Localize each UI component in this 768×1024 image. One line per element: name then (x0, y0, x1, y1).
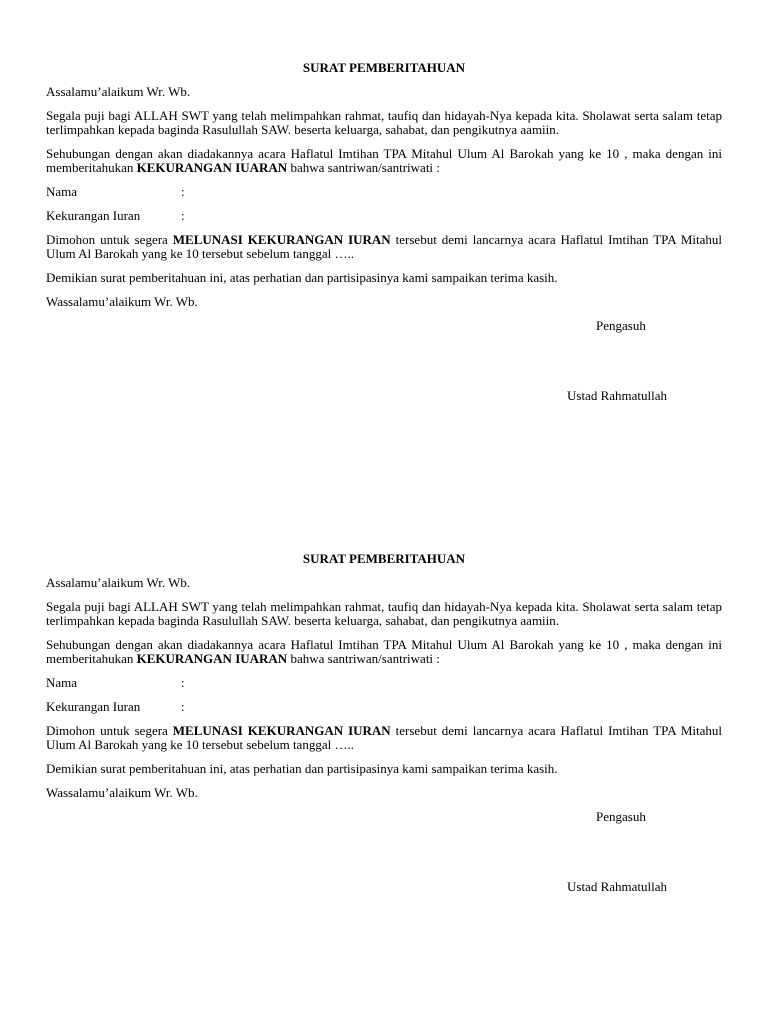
letter-opening-paragraph: Segala puji bagi ALLAH SWT yang telah melimpahkan rahmat, taufiq dan hidayah-Nya kepada kita. Sholawat serta salam tetap terlimpahkan kepada baginda Rasulullah SAW. beserta keluarga, sahabat, dan pengikutnya aamiin. (46, 108, 722, 137)
letter-greeting: Assalamu’alaikum Wr. Wb. (46, 575, 191, 590)
notification-letter-2 (46, 551, 722, 894)
announcement-text-end: bahwa santriwan/santriwati : (287, 651, 440, 666)
request-text-start: Dimohon untuk segera (46, 723, 173, 738)
signature-role: Pengasuh (596, 318, 646, 333)
signature-name: Ustad Rahmatullah (567, 388, 668, 403)
iuran-field-label: Kekurangan Iuran (46, 208, 141, 223)
name-field (46, 185, 722, 199)
iuran-field (46, 700, 722, 714)
signature-name: Ustad Rahmatullah (567, 879, 668, 894)
announcement-text-end: bahwa santriwan/santriwati : (287, 160, 440, 175)
announcement-text-start: Sehubungan dengan akan diadakannya acara Haflatul Imtihan TPA Mitahul Ulum Al Barokah yang ke 10 , maka dengan ini memberitahukan (46, 146, 722, 175)
name-field-colon: : (181, 675, 185, 690)
announcement-text-start: Sehubungan dengan akan diadakannya acara Haflatul Imtihan TPA Mitahul Ulum Al Barokah yang ke 10 , maka dengan ini memberitahukan (46, 637, 722, 666)
letter-request-paragraph (46, 724, 722, 752)
letter-closing-paragraph: Demikian surat pemberitahuan ini, atas perhatian dan partisipasinya kami sampaikan terima kasih. (46, 761, 558, 776)
name-field (46, 676, 722, 690)
request-bold-text: MELUNASI KEKURANGAN IURAN (172, 232, 391, 247)
signature-role: Pengasuh (596, 809, 646, 824)
letter-announcement-paragraph (46, 638, 722, 666)
announcement-bold-text: KEKURANGAN IUARAN (136, 651, 288, 666)
iuran-field-colon: : (181, 208, 185, 223)
request-text-start: Dimohon untuk segera (46, 232, 173, 247)
request-text-end: tersebut demi lancarnya acara Haflatul Imtihan TPA Mitahul Ulum Al Barokah yang ke 10 tersebut sebelum tanggal ….. (46, 232, 722, 261)
iuran-field-colon: : (181, 699, 185, 714)
iuran-field (46, 209, 722, 223)
letter-announcement-paragraph (46, 147, 722, 175)
letter-greeting: Assalamu’alaikum Wr. Wb. (46, 84, 191, 99)
letter-opening-paragraph: Segala puji bagi ALLAH SWT yang telah melimpahkan rahmat, taufiq dan hidayah-Nya kepada kita. Sholawat serta salam tetap terlimpahkan kepada baginda Rasulullah SAW. beserta keluarga, sahabat, dan pengikutnya aamiin. (46, 599, 722, 628)
announcement-bold-text: KEKURANGAN IUARAN (136, 160, 288, 175)
letter-closing-greeting: Wassalamu’alaikum Wr. Wb. (46, 294, 198, 309)
letter-closing-paragraph: Demikian surat pemberitahuan ini, atas perhatian dan partisipasinya kami sampaikan terima kasih. (46, 270, 558, 285)
request-text-end: tersebut demi lancarnya acara Haflatul Imtihan TPA Mitahul Ulum Al Barokah yang ke 10 tersebut sebelum tanggal ….. (46, 723, 722, 752)
letter-title: SURAT PEMBERITAHUAN (302, 60, 466, 75)
name-field-label: Nama (46, 184, 78, 199)
name-field-colon: : (181, 184, 185, 199)
iuran-field-label: Kekurangan Iuran (46, 699, 141, 714)
name-field-label: Nama (46, 675, 78, 690)
request-bold-text: MELUNASI KEKURANGAN IURAN (172, 723, 391, 738)
notification-letter-1 (46, 60, 722, 403)
letter-request-paragraph (46, 233, 722, 261)
letter-closing-greeting: Wassalamu’alaikum Wr. Wb. (46, 785, 198, 800)
letter-title: SURAT PEMBERITAHUAN (302, 551, 466, 566)
